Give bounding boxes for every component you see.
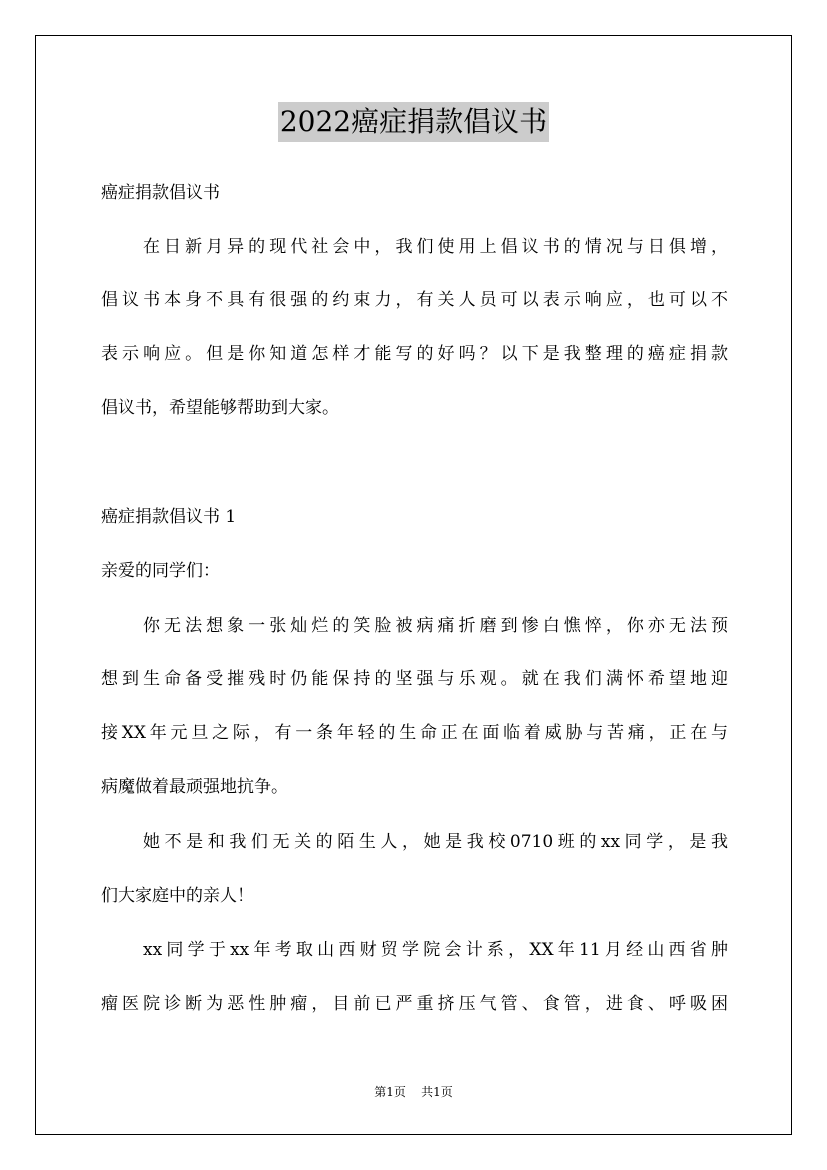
intro-line: 表示响应。但是你知道怎样才能写的好吗？以下是我整理的癌症捐款	[101, 344, 728, 364]
intro-line: 倡议书本身不具有很强的约束力，有关人员可以表示响应，也可以不	[101, 290, 728, 310]
paragraph-line: 她不是和我们无关的陌生人，她是我校0710班的xx同学，是我	[143, 832, 728, 852]
greeting: 亲爱的同学们：	[101, 561, 220, 581]
document-title: 2022癌症捐款倡议书	[278, 102, 549, 142]
page-number: 第1页	[374, 1085, 406, 1099]
document-heading: 癌症捐款倡议书	[101, 183, 220, 203]
section-heading: 癌症捐款倡议书 1	[101, 507, 237, 527]
intro-line: 在日新月异的现代社会中，我们使用上倡议书的情况与日俱增，	[143, 237, 728, 257]
paragraph-line: 们大家庭中的亲人！	[101, 886, 254, 906]
paragraph-line: 你无法想象一张灿烂的笑脸被病痛折磨到惨白憔悴，你亦无法预	[143, 616, 728, 636]
paragraph-line: 病魔做着最顽强地抗争。	[101, 777, 288, 797]
paragraph-line: 想到生命备受摧残时仍能保持的坚强与乐观。就在我们满怀希望地迎	[101, 669, 728, 689]
title-container	[0, 102, 827, 142]
page-footer	[0, 1084, 827, 1100]
paragraph-line: 接XX年元旦之际，有一条年轻的生命正在面临着威胁与苦痛，正在与	[101, 723, 728, 743]
paragraph-line: xx同学于xx年考取山西财贸学院会计系，XX年11月经山西省肿	[143, 940, 728, 960]
paragraph-line: 瘤医院诊断为恶性肿瘤，目前已严重挤压气管、食管，进食、呼吸困	[101, 994, 728, 1014]
intro-line: 倡议书，希望能够帮助到大家。	[101, 398, 339, 418]
page-total: 共1页	[421, 1085, 453, 1099]
